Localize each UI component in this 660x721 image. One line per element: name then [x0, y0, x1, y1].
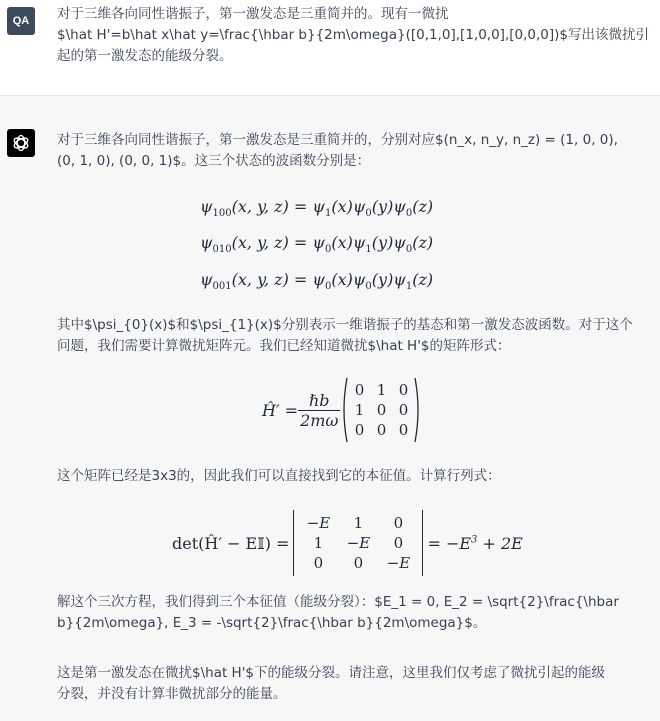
user-line: 对于三维各向同性谐振子，第一激发态是三重简并的。现有一微扰: [57, 6, 449, 22]
matrix-cell: 0: [376, 401, 387, 419]
det-cell: 0: [313, 554, 324, 572]
assistant-paragraph-2: [57, 315, 657, 357]
openai-logo-icon: [7, 129, 35, 157]
user-message-text: [57, 4, 657, 67]
user-message: [0, 0, 660, 95]
user-line: 起的第一激发态的能级分裂。: [57, 48, 233, 64]
text-line: 解这个三次方程，我们得到三个本征值（能级分裂）：$E_1 = 0, E_2 = \sqrt{2}\frac{\hbar: [57, 594, 619, 610]
det-cell: 1: [353, 514, 364, 532]
prefactor-denominator: 2mω: [300, 410, 339, 430]
matrix-lhs: Ĥ′ =: [262, 400, 299, 420]
det-cell: 0: [353, 554, 364, 572]
det-cell: 0: [393, 514, 404, 532]
matrix-cell: 0: [398, 421, 409, 439]
equation-psi-001: $\psi_{001}(x$, y, $z) = \psi_0(x)\psi_0(y)\psi_1(z)$: [200, 270, 434, 293]
det-cell: −E: [306, 514, 331, 532]
text-line: 对于三维各向同性谐振子，第一激发态是三重简并的，分别对应$(n_x, n_y, n_z) = (1, 0, 0),: [57, 132, 618, 148]
perturbation-matrix-equation: [262, 375, 462, 445]
matrix-cell: 0: [398, 381, 409, 399]
text-line: 分裂，并没有计算非微扰部分的能量。: [57, 686, 287, 702]
matrix: [348, 380, 414, 440]
det-cell: −E: [386, 554, 411, 572]
left-paren: [340, 377, 348, 443]
user-line: $\hat H'=b\hat x\hat y=\frac{\hbar b}{2m\omega}([0,1,0],[1,0,0],[0,0,0])$写出该微扰引: [57, 27, 649, 43]
det-bar-left: [293, 510, 294, 576]
matrix-cell: 0: [354, 381, 365, 399]
det-bar-right: [422, 510, 423, 576]
text-line: 其中$\psi_{0}(x)$和$\psi_{1}(x)$分别表示一维谐振子的基态和第一激发态波函数。对于这个: [57, 317, 633, 333]
text-line: 问题，我们需要计算微扰矩阵元。我们已经知道微扰$\hat H'$的矩阵形式：: [57, 338, 511, 354]
det-cell: −E: [346, 534, 371, 552]
assistant-paragraph-4: [57, 592, 657, 634]
user-avatar: QA: [7, 7, 35, 35]
matrix-cell: 1: [376, 381, 387, 399]
matrix-cell: 0: [376, 421, 387, 439]
prefactor-numerator: ℏb: [298, 391, 340, 411]
matrix-cell: 0: [354, 421, 365, 439]
det-cell: 0: [393, 534, 404, 552]
matrix-prefactor: [298, 391, 340, 430]
assistant-paragraph-1: [57, 130, 657, 172]
determinant-equation: [172, 508, 562, 578]
det-rhs: = $-E^3 + 2E$: [427, 533, 523, 553]
det-lhs: det(Ĥ′ − E𝕀) =: [172, 533, 290, 553]
openai-logo-icon-glyph: [11, 133, 31, 153]
text-line: b}{2m\omega}, E_3 = -\sqrt{2}\frac{\hbar b}{2m\omega}$。: [57, 615, 487, 631]
right-paren: [414, 377, 422, 443]
matrix-cell: 0: [398, 401, 409, 419]
det-matrix: [298, 513, 418, 573]
text-line: 这个矩阵已经是3x3的，因此我们可以直接找到它的本征值。计算行列式：: [57, 468, 501, 484]
assistant-paragraph-3: [57, 466, 657, 487]
equation-psi-100: $\psi_{100}(x$, y, $z) = \psi_1(x)\psi_0(y)\psi_0(z)$: [200, 197, 434, 220]
assistant-paragraph-5: [57, 663, 657, 705]
det-cell: 1: [313, 534, 324, 552]
matrix-cell: 1: [354, 401, 365, 419]
text-line: (0, 1, 0), (0, 0, 1)$。这三个状态的波函数分别是：: [57, 153, 371, 169]
text-line: 这是第一激发态在微扰$\hat H'$下的能级分裂。请注意，这里我们仅考虑了微扰引起的能级: [57, 665, 606, 681]
equation-psi-010: $\psi_{010}(x$, y, $z) = \psi_0(x)\psi_1(y)\psi_0(z)$: [200, 233, 434, 256]
